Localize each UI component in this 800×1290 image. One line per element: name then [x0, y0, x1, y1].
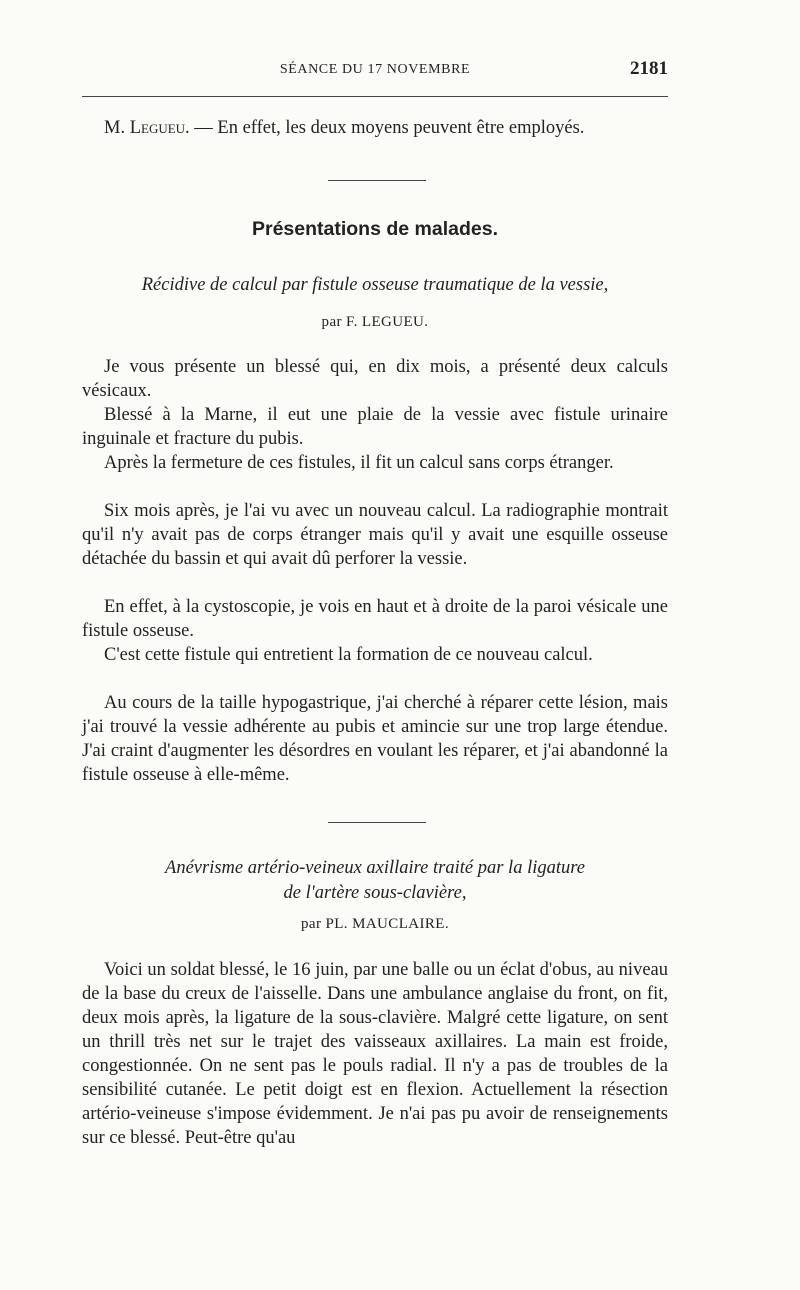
case1-paragraph-4: Six mois après, je l'ai vu avec un nouveau calcul. La radiographie montrait qu'il n'y avait pas de corps étranger mais qu'il y avait une esquille osseuse détachée du bassin et qui avait dû perforer la vessie. [82, 501, 668, 569]
case1-paragraph-1: Je vous présente un blessé qui, en dix mois, a présenté deux calculs vésicaux. [82, 357, 668, 401]
case1-paragraph-6: C'est cette fistule qui entretient la formation de ce nouveau calcul. [104, 645, 593, 665]
case2-title-line2: de l'artère sous-clavière, [283, 883, 467, 903]
case1-paragraph-3: Après la fermeture de ces fistules, il fit un calcul sans corps étranger. [104, 453, 614, 473]
running-header [82, 58, 668, 88]
page-number: 2181 [630, 58, 668, 79]
case2-paragraph: Voici un soldat blessé, le 16 juin, par une balle ou un éclat d'obus, au niveau de la base du creux de l'aisselle. Dans une ambulance anglaise du front, on fit, deux mois après, la ligature de la sous-clavière. Malgré cette ligature, on sent un thrill très net sur le trajet des vaisseaux axillaires. La main est froide, congestionnée. On ne sent pas le pouls radial. Il n'y a pas de troubles de la sensibilité cutanée. Le petit doigt est en flexion. Actuellement la résection artério-veineuse s'impose évidemment. Je n'ai pas pu avoir de renseignements sur ce blessé. Peut-être qu'au [82, 960, 668, 1148]
case1-paragraph-7: Au cours de la taille hypogastrique, j'ai cherché à réparer cette lésion, mais j'ai trouvé la vessie adhérente au pubis et amincie sur une trop large étendue. J'ai craint d'augmenter les désordres en voulant les réparer, et j'ai abandonné la fistule osseuse à elle-même. [82, 693, 668, 785]
section-title: Présentations de malades. [251, 218, 499, 240]
separator-rule [328, 822, 426, 823]
running-title: SÉANCE DU 17 NOVEMBRE [279, 62, 471, 77]
intro-paragraph [82, 116, 668, 140]
header-rule [82, 96, 668, 97]
intro-text: — En effet, les deux moyens peuvent être employés. [189, 118, 585, 138]
case2-title-line1: Anévrisme artério-veineux axillaire traité par la ligature [165, 858, 585, 878]
case1-paragraph-5: En effet, à la cystoscopie, je vois en haut et à droite de la paroi vésicale une fistule osseuse. [82, 597, 668, 641]
case1-paragraph-2: Blessé à la Marne, il eut une plaie de la vessie avec fistule urinaire inguinale et fracture du pubis. [82, 405, 668, 449]
case1-title: Récidive de calcul par fistule osseuse traumatique de la vessie, [141, 275, 609, 295]
separator-rule [328, 180, 426, 181]
case1-byline: par F. LEGUEU. [321, 314, 429, 330]
case2-byline: par PL. MAUCLAIRE. [300, 916, 450, 932]
speaker-name: M. Legueu. [104, 118, 190, 138]
